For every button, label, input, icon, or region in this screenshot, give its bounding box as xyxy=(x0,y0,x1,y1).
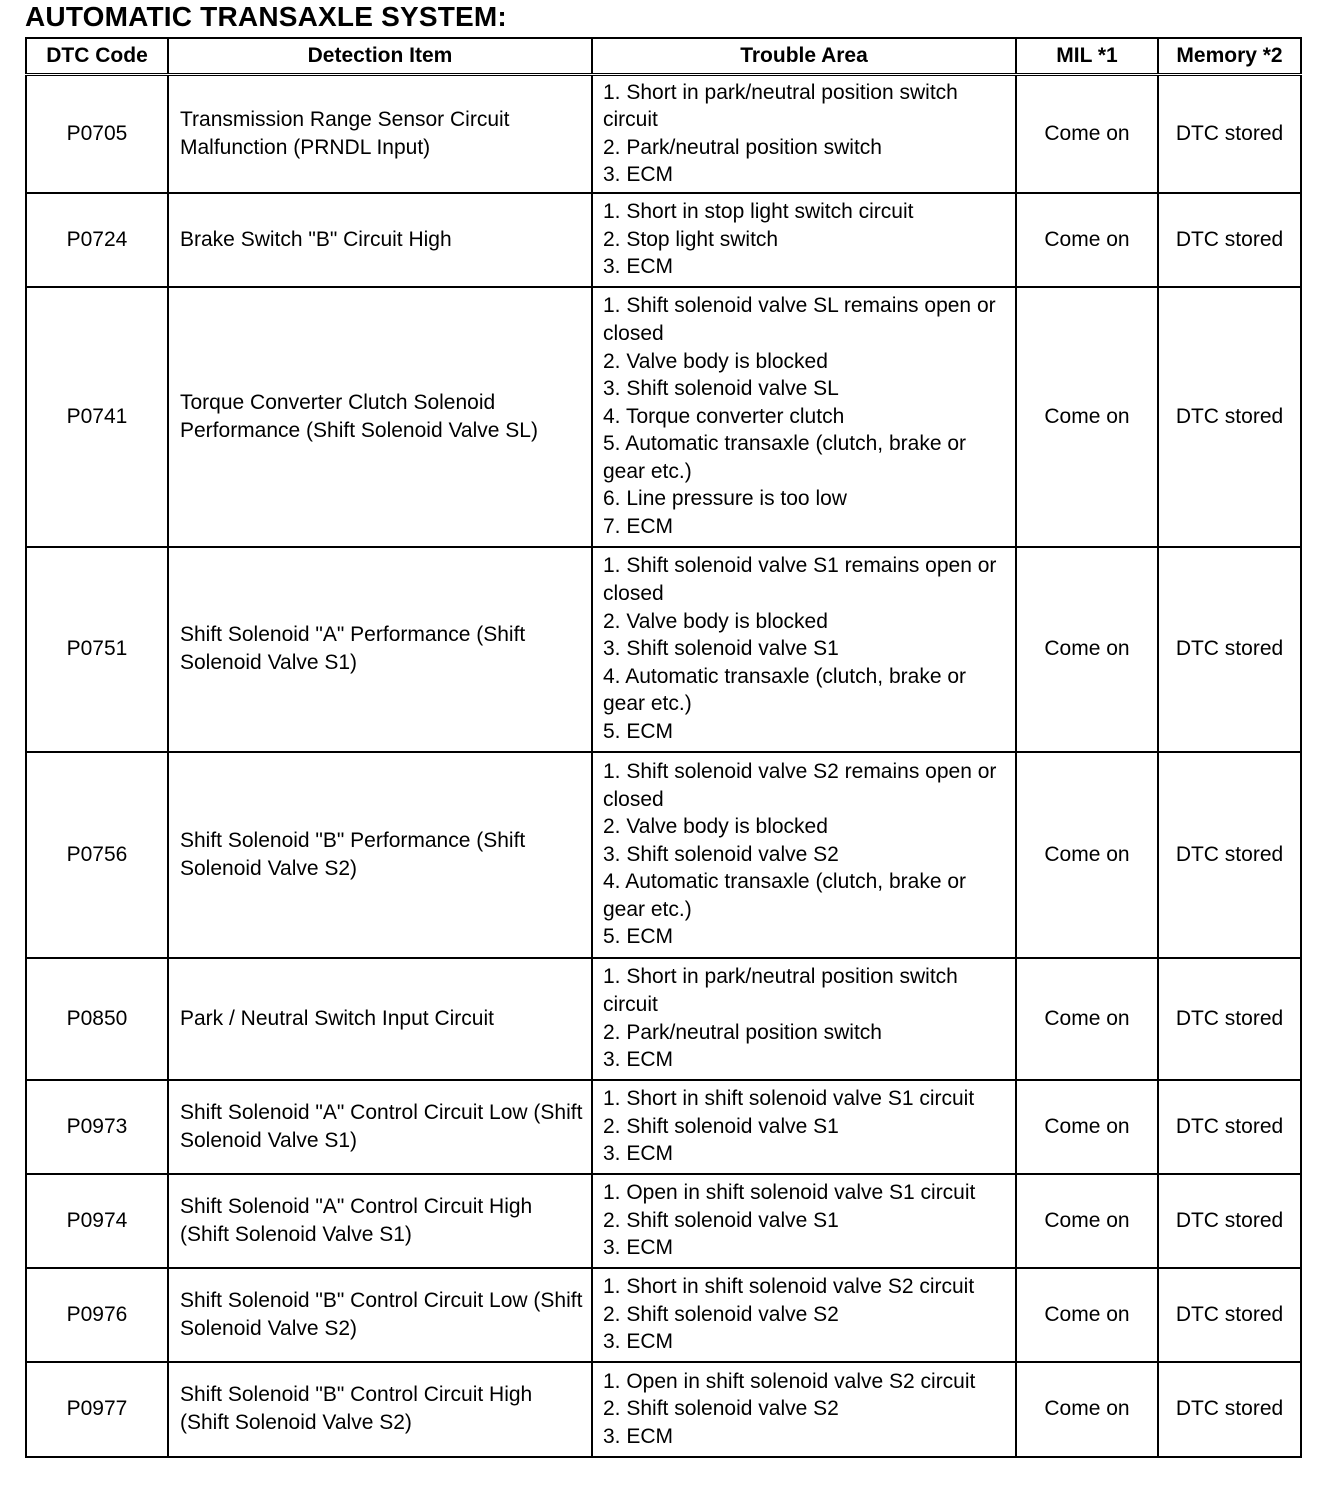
dtc-code-cell: P0741 xyxy=(26,287,168,547)
column-header-dtc-code: DTC Code xyxy=(26,38,168,75)
mil-cell: Come on xyxy=(1016,1268,1158,1362)
trouble-area-list xyxy=(603,758,1009,951)
trouble-area-cell xyxy=(592,75,1016,193)
trouble-area-cell xyxy=(592,1174,1016,1268)
table-row xyxy=(26,547,1301,752)
dtc-code-cell: P0977 xyxy=(26,1362,168,1457)
table-row xyxy=(26,1268,1301,1362)
table-row xyxy=(26,193,1301,287)
mil-cell: Come on xyxy=(1016,1080,1158,1174)
dtc-code-cell: P0850 xyxy=(26,958,168,1080)
mil-cell: Come on xyxy=(1016,958,1158,1080)
dtc-code-cell: P0973 xyxy=(26,1080,168,1174)
memory-cell: DTC stored xyxy=(1158,1362,1301,1457)
memory-cell: DTC stored xyxy=(1158,1080,1301,1174)
trouble-area-item: 5. Automatic transaxle (clutch, brake or gear etc.) xyxy=(603,432,966,483)
trouble-area-item: 1. Open in shift solenoid valve S2 circuit xyxy=(603,1369,976,1393)
detection-item-cell: Park / Neutral Switch Input Circuit xyxy=(168,958,592,1080)
trouble-area-item: 1. Shift solenoid valve S1 remains open or closed xyxy=(603,554,997,606)
trouble-area-cell xyxy=(592,287,1016,547)
trouble-area-item: 1. Shift solenoid valve S2 remains open or closed xyxy=(603,759,997,811)
trouble-area-cell xyxy=(592,547,1016,752)
trouble-area-item: 3. ECM xyxy=(603,255,674,279)
memory-cell: DTC stored xyxy=(1158,752,1301,958)
mil-cell: Come on xyxy=(1016,1174,1158,1268)
trouble-area-item: 2. Shift solenoid valve S2 xyxy=(603,1397,839,1421)
trouble-area-cell xyxy=(592,1268,1016,1362)
table-header-row xyxy=(26,38,1301,75)
trouble-area-item: 3. ECM xyxy=(603,1236,674,1260)
detection-item-cell: Shift Solenoid "B" Control Circuit High (Shift Solenoid Valve S2) xyxy=(168,1362,592,1457)
mil-cell: Come on xyxy=(1016,752,1158,958)
table-row xyxy=(26,958,1301,1080)
detection-item-cell: Torque Converter Clutch Solenoid Performance (Shift Solenoid Valve SL) xyxy=(168,287,592,547)
trouble-area-item: 6. Line pressure is too low xyxy=(603,487,847,511)
trouble-area-item: 2. Valve body is blocked xyxy=(603,815,828,839)
trouble-area-item: 3. ECM xyxy=(603,1142,674,1166)
memory-cell: DTC stored xyxy=(1158,287,1301,547)
column-header-detection-item: Detection Item xyxy=(168,38,592,75)
trouble-area-list xyxy=(603,292,1009,540)
trouble-area-item: 5. ECM xyxy=(603,925,674,949)
trouble-area-list xyxy=(603,963,1009,1073)
dtc-code-cell: P0756 xyxy=(26,752,168,958)
dtc-code-cell: P0751 xyxy=(26,547,168,752)
table-row xyxy=(26,752,1301,958)
trouble-area-item: 1. Shift solenoid valve SL remains open or closed xyxy=(603,294,996,345)
table-row xyxy=(26,1080,1301,1174)
dtc-code-cell: P0976 xyxy=(26,1268,168,1362)
trouble-area-item: 2. Park/neutral position switch xyxy=(603,1020,882,1044)
trouble-area-item: 3. ECM xyxy=(603,1048,674,1072)
trouble-area-item: 1. Short in park/neutral position switch circuit xyxy=(603,965,958,1016)
trouble-area-item: 2. Park/neutral position switch xyxy=(603,135,882,159)
memory-cell: DTC stored xyxy=(1158,958,1301,1080)
column-header-mil: MIL *1 xyxy=(1016,38,1158,75)
trouble-area-item: 3. ECM xyxy=(603,1424,674,1448)
detection-item-cell: Shift Solenoid "B" Performance (Shift Solenoid Valve S2) xyxy=(168,752,592,958)
trouble-area-list xyxy=(603,79,1009,189)
table-row xyxy=(26,287,1301,547)
detection-item-cell: Shift Solenoid "A" Control Circuit High (Shift Solenoid Valve S1) xyxy=(168,1174,592,1268)
detection-item-cell: Shift Solenoid "A" Performance (Shift Solenoid Valve S1) xyxy=(168,547,592,752)
mil-cell: Come on xyxy=(1016,287,1158,547)
trouble-area-cell xyxy=(592,958,1016,1080)
trouble-area-item: 2. Valve body is blocked xyxy=(603,349,828,373)
detection-item-cell: Brake Switch "B" Circuit High xyxy=(168,193,592,287)
table-row xyxy=(26,1362,1301,1457)
trouble-area-item: 1. Short in stop light switch circuit xyxy=(603,200,914,224)
trouble-area-item: 7. ECM xyxy=(603,515,674,539)
dtc-code-cell: P0974 xyxy=(26,1174,168,1268)
trouble-area-item: 1. Short in shift solenoid valve S1 circuit xyxy=(603,1087,975,1111)
column-header-trouble-area: Trouble Area xyxy=(592,38,1016,75)
trouble-area-cell xyxy=(592,1080,1016,1174)
table-row xyxy=(26,1174,1301,1268)
column-header-memory: Memory *2 xyxy=(1158,38,1301,75)
trouble-area-item: 4. Torque converter clutch xyxy=(603,404,845,428)
trouble-area-item: 4. Automatic transaxle (clutch, brake or gear etc.) xyxy=(603,870,966,921)
trouble-area-item: 1. Short in shift solenoid valve S2 circuit xyxy=(603,1275,975,1299)
trouble-area-item: 4. Automatic transaxle (clutch, brake or gear etc.) xyxy=(603,664,966,716)
trouble-area-cell xyxy=(592,193,1016,287)
dtc-table xyxy=(25,37,1302,1458)
page-title: AUTOMATIC TRANSAXLE SYSTEM: xyxy=(25,1,507,32)
table-row xyxy=(26,75,1301,193)
trouble-area-list xyxy=(603,1179,1009,1262)
mil-cell: Come on xyxy=(1016,547,1158,752)
trouble-area-list xyxy=(603,1368,1009,1451)
dtc-code-cell: P0705 xyxy=(26,75,168,193)
trouble-area-list xyxy=(603,198,1009,281)
trouble-area-list xyxy=(603,1273,1009,1356)
trouble-area-item: 2. Shift solenoid valve S1 xyxy=(603,1208,839,1232)
trouble-area-item: 3. Shift solenoid valve S1 xyxy=(603,637,839,661)
memory-cell: DTC stored xyxy=(1158,193,1301,287)
memory-cell: DTC stored xyxy=(1158,547,1301,752)
dtc-code-cell: P0724 xyxy=(26,193,168,287)
trouble-area-item: 3. ECM xyxy=(603,1330,674,1354)
detection-item-cell: Shift Solenoid "B" Control Circuit Low (Shift Solenoid Valve S2) xyxy=(168,1268,592,1362)
memory-cell: DTC stored xyxy=(1158,75,1301,193)
trouble-area-item: 2. Shift solenoid valve S1 xyxy=(603,1114,839,1138)
trouble-area-cell xyxy=(592,752,1016,958)
trouble-area-item: 3. ECM xyxy=(603,163,674,187)
trouble-area-list xyxy=(603,552,1009,745)
trouble-area-item: 2. Shift solenoid valve S2 xyxy=(603,1302,839,1326)
trouble-area-item: 3. Shift solenoid valve SL xyxy=(603,377,839,401)
trouble-area-item: 1. Short in park/neutral position switch circuit xyxy=(603,80,958,132)
trouble-area-item: 2. Stop light switch xyxy=(603,227,779,251)
trouble-area-list xyxy=(603,1085,1009,1168)
memory-cell: DTC stored xyxy=(1158,1174,1301,1268)
detection-item-cell: Transmission Range Sensor Circuit Malfunction (PRNDL Input) xyxy=(168,75,592,193)
trouble-area-item: 1. Open in shift solenoid valve S1 circuit xyxy=(603,1181,976,1205)
memory-cell: DTC stored xyxy=(1158,1268,1301,1362)
trouble-area-item: 5. ECM xyxy=(603,719,674,743)
mil-cell: Come on xyxy=(1016,75,1158,193)
mil-cell: Come on xyxy=(1016,193,1158,287)
trouble-area-item: 3. Shift solenoid valve S2 xyxy=(603,842,839,866)
trouble-area-cell xyxy=(592,1362,1016,1457)
detection-item-cell: Shift Solenoid "A" Control Circuit Low (Shift Solenoid Valve S1) xyxy=(168,1080,592,1174)
table-body xyxy=(26,75,1301,1457)
mil-cell: Come on xyxy=(1016,1362,1158,1457)
trouble-area-item: 2. Valve body is blocked xyxy=(603,609,828,633)
